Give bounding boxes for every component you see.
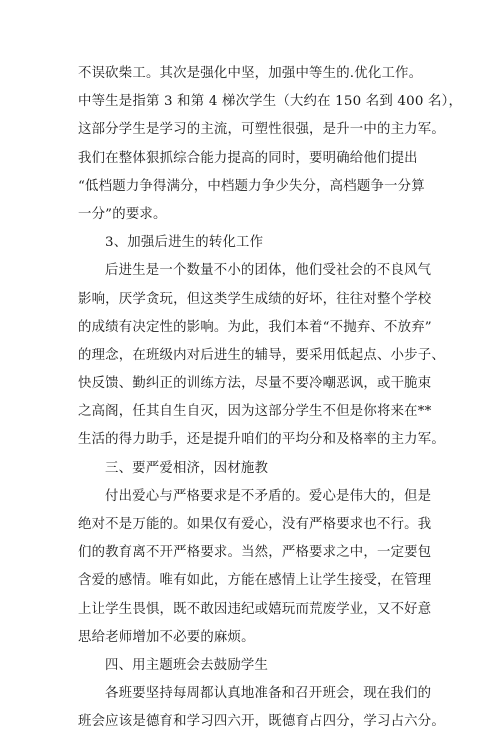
body-text-line: 的成绩有决定性的影响。为此，我们本着“不抛弃、不放弃”: [78, 319, 432, 335]
body-text-line: 快反馈、勤纠正的训练方法，尽量不要冷嘲恶讽，或干脆束: [78, 376, 432, 392]
section-heading: 四、用主题班会去鼓励学生: [105, 657, 269, 673]
paragraph-first-line: 各班要坚持每周都认真地准备和召开班会，现在我们的: [105, 686, 432, 702]
body-text-line: 上让学生畏惧，既不敢因违纪或嬉玩而荒废学业，又不好意: [78, 601, 432, 617]
body-text-line: 中等生是指第 3 和第 4 梯次学生（大约在 150 名到 400 名），: [78, 94, 463, 110]
body-text-line: 的理念，在班级内对后进生的辅导，要采用低起点、小步子、: [78, 347, 445, 363]
body-text-line: 影响，厌学贪玩，但这类学生成绩的好坏，往往对整个学校: [78, 291, 432, 307]
body-text-line: 绝对不是万能的。如果仅有爱心，没有严格要求也不行。我: [78, 517, 432, 532]
body-text-line: 生活的得力助手，还是提升咱们的平均分和及格率的主力军。: [78, 432, 445, 448]
body-text-line: 这部分学生是学习的主流，可塑性很强，是升一中的主力军。: [78, 122, 445, 138]
body-text-line: 思给老师增加不必要的麻烦。: [78, 629, 255, 645]
body-text-line: 之高阁，任其自生自灭，因为这部分学生不但是你将来在**: [78, 404, 432, 420]
body-text-line: 不误砍柴工。其次是强化中坚，加强中等生的.优化工作。: [78, 66, 423, 81]
body-text-line: 们的教育离不开严格要求。当然，严格要求之中，一定要包: [78, 545, 432, 561]
section-heading: 3、加强后进生的转化工作: [105, 235, 264, 251]
body-text-line: 含爱的感情。唯有如此，方能在感情上让学生接受，在管理: [78, 573, 432, 589]
paragraph-first-line: 后进生是一个数量不小的团体，他们受社会的不良风气: [105, 263, 432, 279]
section-heading: 三、要严爱相济，因材施教: [105, 460, 269, 476]
document-page: [78, 60, 463, 737]
body-text-line: “低档题力争得满分，中档题力争少失分，高档题争一分算: [78, 178, 425, 194]
body-text-line: 我们在整体狠抓综合能力提高的同时，要明确给他们提出: [78, 150, 418, 166]
paragraph-first-line: 付出爱心与严格要求是不矛盾的。爱心是伟大的，但是: [105, 488, 432, 504]
body-text-line: 一分”的要求。: [78, 206, 167, 222]
body-text-line: 班会应该是德育和学习四六开，既德育占四分，学习占六分。: [78, 714, 445, 730]
